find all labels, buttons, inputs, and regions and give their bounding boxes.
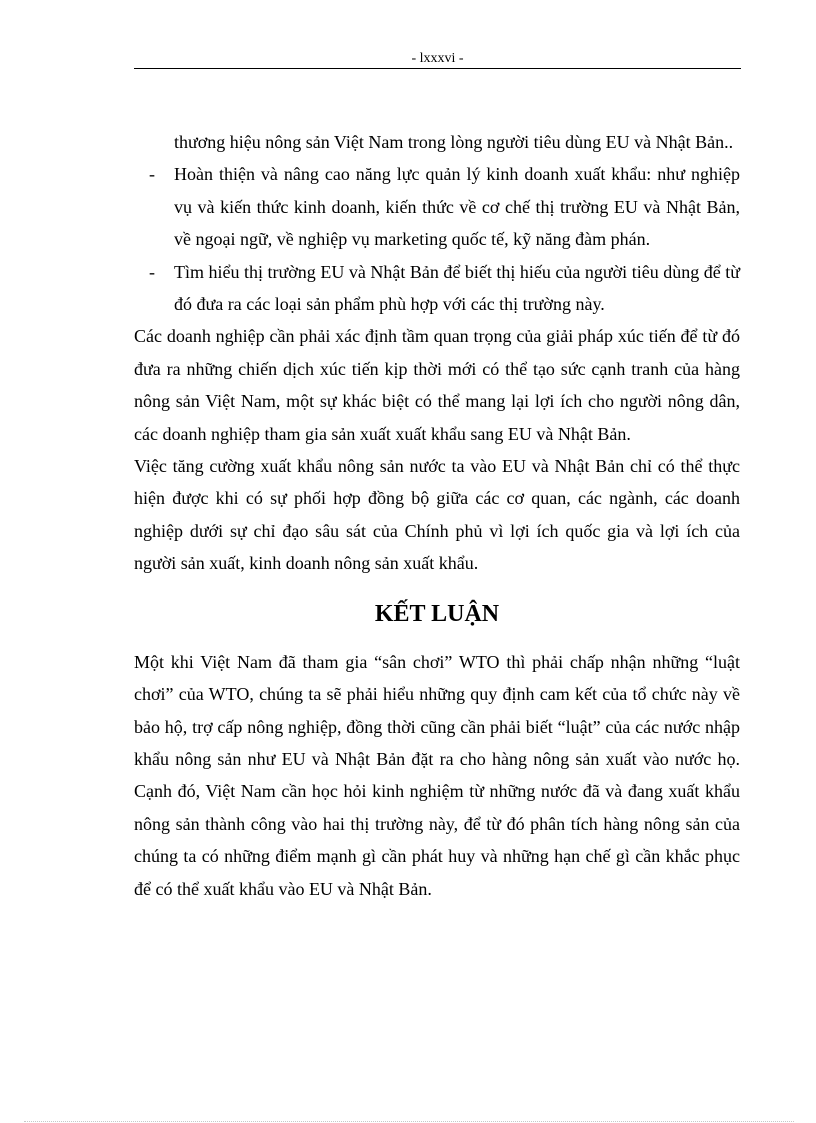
continued-bullet-text: thương hiệu nông sản Việt Nam trong lòng người tiêu dùng EU và Nhật Bản..: [174, 132, 734, 152]
page-header: [134, 50, 741, 69]
bullet-dash: -: [149, 164, 155, 185]
list-item: [134, 256, 740, 321]
paragraph: Các doanh nghiệp cần phải xác định tầm quan trọng của giải pháp xúc tiến để từ đó đưa ra những chiến dịch xúc tiến kịp thời mới có thể tạo sức cạnh tranh của hàng nông sản Việt Nam, một sự khác biệt có thể mang lại lợi ích cho người nông dân, các doanh nghiệp tham gia sản xuất xuất khẩu sang EU và Nhật Bản.: [134, 326, 740, 444]
page-bottom-divider: [24, 1121, 794, 1122]
list-item-text: Tìm hiểu thị trường EU và Nhật Bản để biết thị hiếu của người tiêu dùng để từ đó đưa ra các loại sản phẩm phù hợp với các thị trường này.: [174, 261, 740, 315]
bullet-list: [134, 158, 740, 320]
conclusion-paragraph: Một khi Việt Nam đã tham gia “sân chơi” WTO thì phải chấp nhận những “luật chơi” của WTO, chúng ta sẽ phải hiểu những quy định cam kết của tổ chức này về bảo hộ, trợ cấp nông nghiệp, đồng thời cũng cần phải biết “luật” của các nước nhập khẩu nông sản như EU và Nhật Bản đặt ra cho hàng nông sản xuất vào nước họ. Cạnh đó, Việt Nam cần học hỏi kinh nghiệm từ những nước đã và đang xuất khẩu nông sản thành công vào hai thị trường này, để từ đó phân tích hàng nông sản của chúng ta có những điểm mạnh gì cần phát huy và những hạn chế gì cần khắc phục để có thể xuất khẩu vào EU và Nhật Bản.: [134, 651, 740, 899]
paragraph: Việc tăng cường xuất khẩu nông sản nước ta vào EU và Nhật Bản chỉ có thể thực hiện được khi có sự phối hợp đồng bộ giữa các cơ quan, các ngành, các doanh nghiệp dưới sự chỉ đạo sâu sát của Chính phủ vì lợi ích quốc gia và lợi ích của người sản xuất, kinh doanh nông sản xuất khẩu.: [134, 456, 740, 574]
document-body: [134, 126, 740, 905]
section-title: KẾT LUẬN: [374, 600, 500, 627]
bullet-dash: -: [149, 261, 155, 282]
list-item: [134, 158, 740, 255]
page-number: - lxxxvi -: [411, 51, 464, 66]
list-item-text: Hoàn thiện và nâng cao năng lực quản lý kinh doanh xuất khẩu: như nghiệp vụ và kiến thức kinh doanh, kiến thức về cơ chế thị trường EU và Nhật Bản, về ngoại ngữ, về nghiệp vụ marketing quốc tế, kỹ năng đàm phán.: [174, 164, 740, 250]
